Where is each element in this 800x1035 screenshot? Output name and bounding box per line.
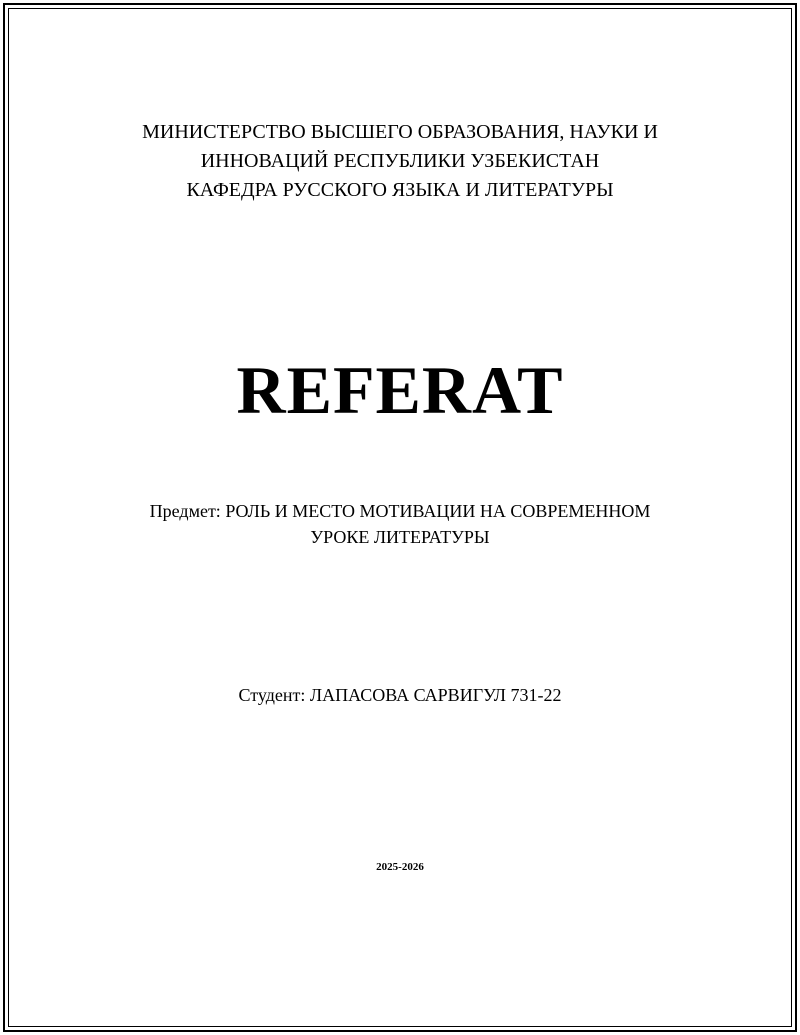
- subject-line-1: Предмет: РОЛЬ И МЕСТО МОТИВАЦИИ НА СОВРЕМЕННОМ: [149, 501, 651, 521]
- student-line: Студент: ЛАПАСОВА САРВИГУЛ 731-22: [238, 685, 562, 705]
- subject-block: [0, 498, 800, 550]
- academic-year: 2025-2026: [376, 861, 424, 873]
- header-line-3: КАФЕДРА РУССКОГО ЯЗЫКА И ЛИТЕРАТУРЫ: [186, 179, 614, 201]
- subject-line-2: УРОКЕ ЛИТЕРАТУРЫ: [310, 527, 490, 547]
- header-line-1: МИНИСТЕРСТВО ВЫСШЕГО ОБРАЗОВАНИЯ, НАУКИ И: [142, 121, 658, 143]
- document-title: REFERAT: [236, 352, 564, 428]
- institution-header: [0, 118, 800, 205]
- header-line-2: ИННОВАЦИЙ РЕСПУБЛИКИ УЗБЕКИСТАН: [200, 150, 600, 172]
